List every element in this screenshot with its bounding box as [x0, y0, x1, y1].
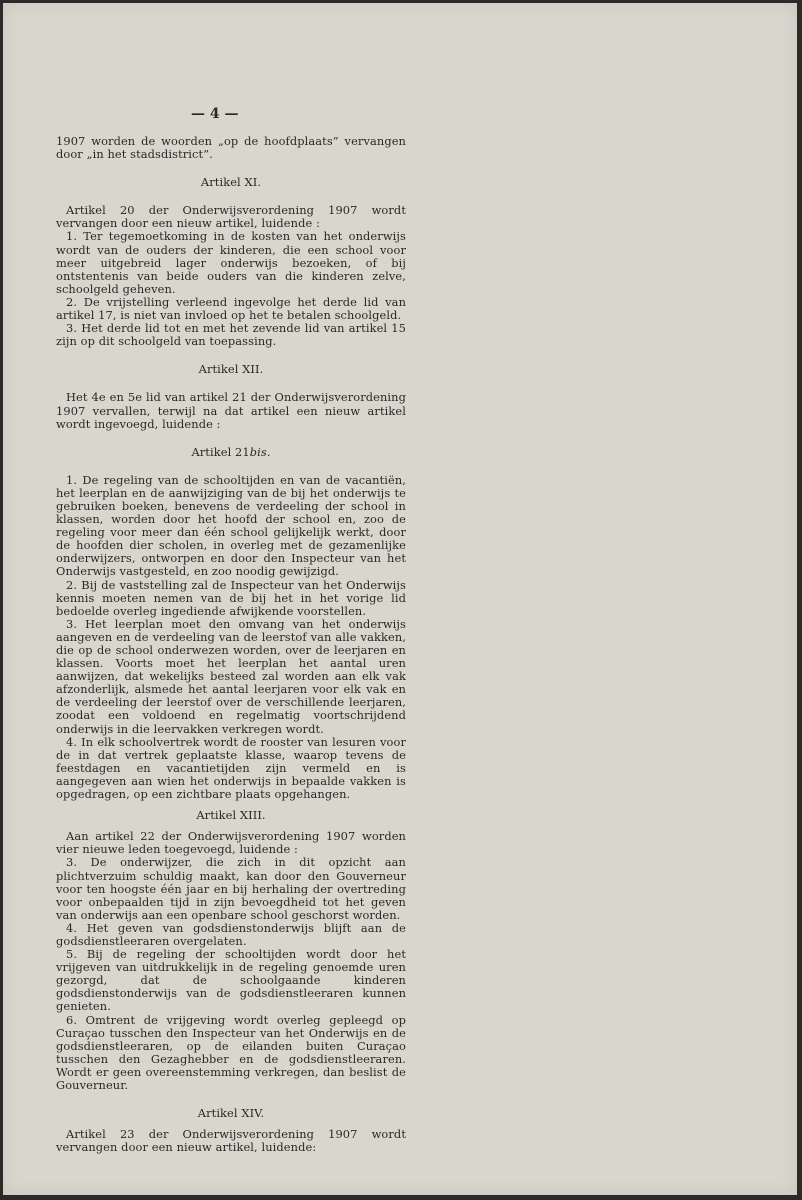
art12-intro: Het 4e en 5e lid van artikel 21 der Onderwijsverordening 1907 vervallen, terwijl na dat artikel een nieuw artikel wordt ingevoegd, luidende : [56, 390, 406, 431]
heading-21bis-suffix: bis. [249, 444, 271, 459]
heading-artikel-xii: Artikel XII. [198, 362, 264, 377]
document-page [3, 3, 797, 1195]
intro-paragraph: 1907 worden de woorden „op de hoofdplaats” vervangen door „in het stadsdistrict”. [56, 134, 406, 162]
art21bis-lid-1: 1. De regeling van de schooltijden en van de vacantiën, het leerplan en de aanwijziging van de bij het onderwijs te gebruiken boeken, benevens de verdeeling der school in klassen, worden door het hoofd der school en, zoo de regeling voor meer dan één school gelijkelijk werkt, door de hoofden dier scholen, in overleg met de gezamenlijke onderwijzers, ontworpen en door den Inspecteur van het Onderwijs vastgesteld, en zoo noodig gewijzigd. [56, 472, 406, 579]
art21bis-lid-2: 2. Bij de vaststelling zal de Inspecteur van het Onderwijs kennis moeten nemen van de bij het in het vorige lid bedoelde overleg ingediende afwijkende voorstellen. [56, 577, 406, 618]
art13-intro: Aan artikel 22 der Onderwijsverordening 1907 worden vier nieuwe leden toegevoegd, luidende : [56, 829, 406, 857]
art14-intro: Artikel 23 der Onderwijsverordening 1907 wordt vervangen door een nieuw artikel, luidende: [56, 1127, 406, 1155]
art21bis-lid-3: 3. Het leerplan moet den omvang van het onderwijs aangeven en de verdeeling van de leerstof van alle vakken, die op de school onderwezen worden, over de leerjaren en klassen. Voorts moet het leerplan het aantal uren aanwijzen, dat wekelijks besteed zal worden aan elk vak afzonderlijk, alsmede het aantal leerjaren voor elk vak en de verdeeling der leerstof over de verschillende leerjaren, zoodat een voldoend en regelmatig voortschrijdend onderwijs in die leervakken verkregen wordt. [56, 616, 406, 736]
art11-lid-3: 3. Het derde lid tot en met het zevende lid van artikel 15 zijn op dit schoolgeld van toepassing. [56, 321, 406, 349]
heading-21bis-main: Artikel 21 [191, 444, 250, 459]
art13-lid-4: 4. Het geven van godsdienstonderwijs blijft aan de godsdienstleeraren overgelaten. [56, 920, 406, 948]
art11-lid-2: 2. De vrijstelling verleend ingevolge het derde lid van artikel 17, is niet van invloed op het te betalen schoolgeld. [56, 294, 406, 323]
art13-lid-5: 5. Bij de regeling der schooltijden wordt door het vrijgeven van uitdrukkelijk in de regeling genoemde uren gezorgd, dat de schoolgaande kinderen godsdienstonderwijs van de godsdienstleeraren kunnen genieten. [56, 947, 406, 1014]
art21bis-lid-4: 4. In elk schoolvertrek wordt de rooster van lesuren voor de in dat vertrek geplaatste klasse, waarop tevens de feestdagen en vacantietijden zijn vermeld en is aangegeven aan wien het onderwijs in bepaalde vakken is opgedragen, op een zichtbare plaats opgehangen. [56, 734, 406, 802]
heading-artikel-xi: Artikel XI. [200, 175, 262, 190]
art11-intro: Artikel 20 der Onderwijsverordening 1907 wordt vervangen door een nieuw artikel, luidende : [56, 203, 406, 231]
art13-lid-3: 3. De onderwijzer, die zich in dit opzicht aan plichtverzuim schuldig maakt, kan door den Gouverneur voor ten hoogste één jaar en bij herhaling der overtreding voor onbepaalden tijd in zijn bevoegdheid tot het geven van onderwijs aan een openbare school geschorst worden. [56, 855, 406, 922]
document-body [56, 135, 406, 1154]
page-number: — 4 — [191, 106, 239, 122]
heading-artikel-xiii: Artikel XIII. [196, 808, 266, 823]
art11-lid-1: 1. Ter tegemoetkoming in de kosten van het onderwijs wordt van de ouders der kinderen, die een school voor meer uitgebreid lager onderwijs bezoeken, of bij ontstentenis van beide ouders van die kinderen zelve, schoolgeld geheven. [56, 229, 406, 296]
art13-lid-6: 6. Omtrent de vrijgeving wordt overleg gepleegd op Curaçao tusschen den Inspecteur van het Onderwijs en de godsdienstleeraren, op de eilanden buiten Curaçao tusschen den Gezaghebber en de godsdienstleeraren. Wordt er geen overeenstemming verkregen, dan beslist de Gouverneur. [56, 1012, 406, 1092]
heading-artikel-21bis [56, 446, 406, 459]
heading-artikel-xiv: Artikel XIV. [197, 1106, 265, 1121]
